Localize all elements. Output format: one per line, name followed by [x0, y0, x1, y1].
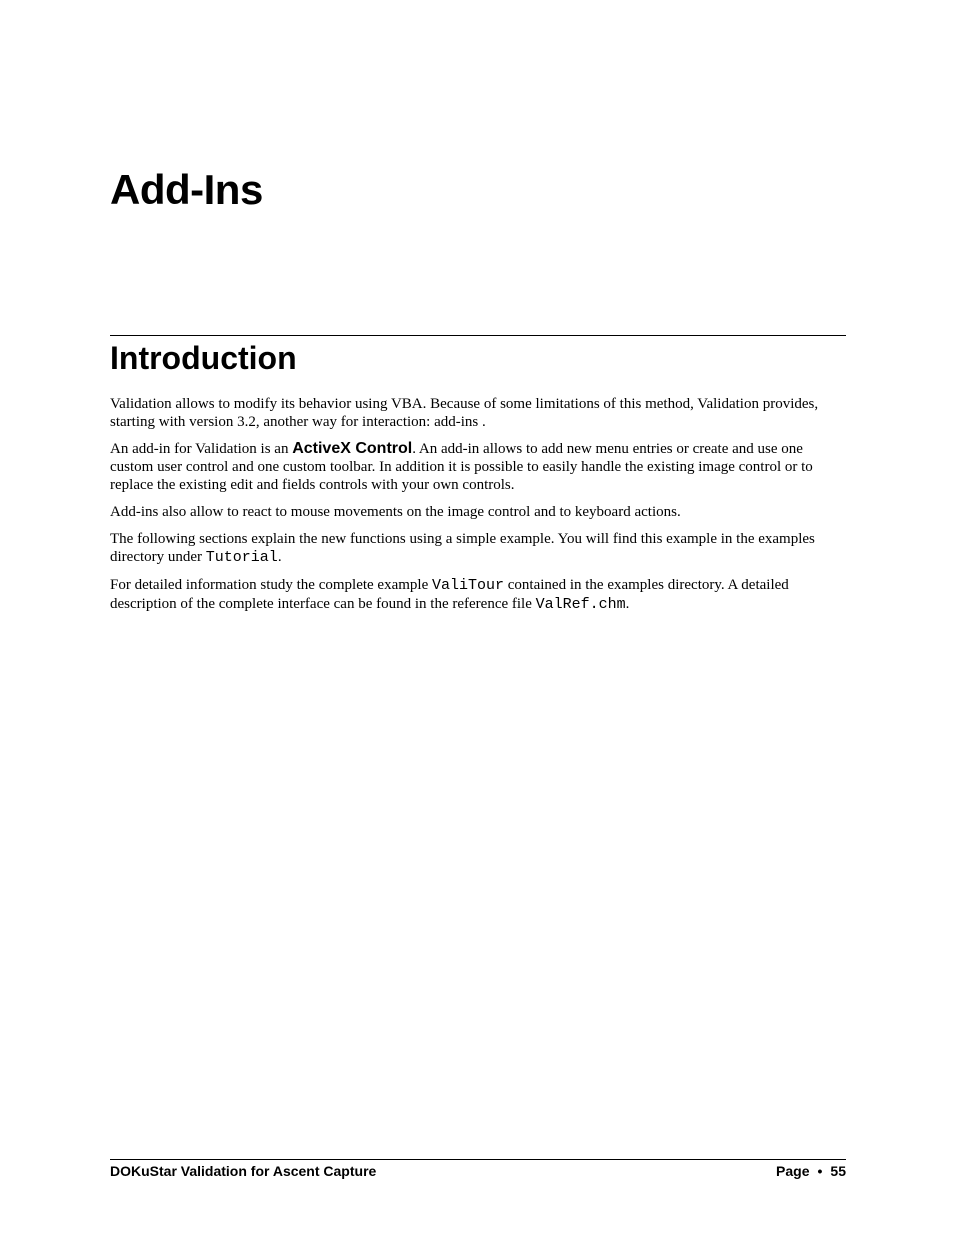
- paragraph-5: [110, 576, 846, 614]
- footer-page-label: Page: [776, 1163, 810, 1179]
- footer-document-title: DOKuStar Validation for Ascent Capture: [110, 1163, 377, 1179]
- paragraph-1: [110, 395, 846, 431]
- activex-control-term: ActiveX Control: [292, 440, 413, 457]
- section-divider: [110, 335, 846, 336]
- valitour-example-code: ValiTour: [432, 577, 505, 594]
- chapter-title: Add-Ins: [110, 166, 263, 213]
- paragraph-2: [110, 440, 846, 494]
- paragraph-3-text: Add-ins also allow to react to mouse movements on the image control and to keyboard actions.: [110, 504, 681, 520]
- paragraph-4-after: .: [277, 549, 282, 565]
- paragraph-3: [110, 503, 846, 521]
- paragraph-5-middle: contained in the examples directory. A detailed description of the complete interface can be found in the reference file: [110, 577, 789, 612]
- footer-page-number: 55: [830, 1163, 846, 1179]
- paragraph-5-after: .: [625, 596, 630, 612]
- paragraph-2-before: An add-in for Validation is an: [110, 441, 293, 457]
- tutorial-directory-code: Tutorial: [205, 549, 278, 566]
- footer-page-info: [776, 1162, 846, 1180]
- page-footer: [110, 1162, 846, 1180]
- footer-bullet-separator: •: [817, 1163, 823, 1179]
- section-title: Introduction: [110, 340, 297, 376]
- paragraph-4-before: The following sections explain the new functions using a simple example. You will find this example in the examples directory under: [110, 531, 815, 565]
- paragraph-5-before: For detailed information study the complete example: [110, 577, 432, 593]
- footer-divider: [110, 1159, 846, 1160]
- body-text: [110, 395, 846, 623]
- paragraph-2-after: . An add-in allows to add new menu entries or create and use one custom user control and one custom toolbar. In addition it is possible to easily handle the existing image control or to replace the existing edit and fields controls with your own controls.: [110, 441, 813, 493]
- paragraph-1-text: Validation allows to modify its behavior using VBA. Because of some limitations of this method, Validation provides, starting with version 3.2, another way for interaction: add-ins .: [110, 396, 819, 430]
- paragraph-4: [110, 530, 846, 567]
- valref-file-code: ValRef.chm: [535, 596, 626, 613]
